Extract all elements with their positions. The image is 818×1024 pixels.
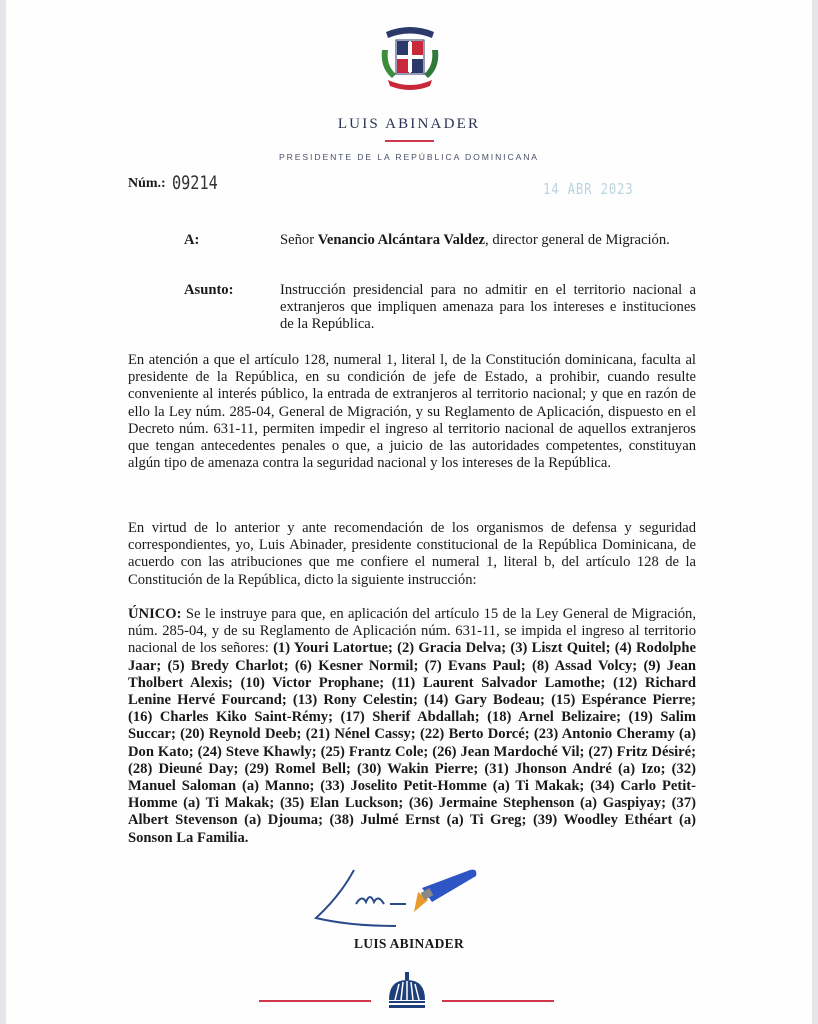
to-name: Venancio Alcántara Valdez: [317, 232, 486, 248]
to-label: A:: [184, 232, 200, 248]
persons-list: (1) Youri Latortue; (2) Gracia Delva; (3) Liszt Quitel; (4) Rodolphe Jaar; (5) Bredy Charlot; (6) Kesner Normil; (7) Evans Paul; (8) Assad Volcy; (9) Jean Tholbert Alexis; (10) Victor Prophane; (11) Laurent Salvador Lamothe; (12) Richard Lenine Hervé Fourcand; (13) Rony Celestin; (14) Gary Bodeau; (15) Espérance Pierre; (16) Charles Kiko Saint-Rémy; (17) Sherif Abdallah; (18) Arnel Belizaire; (19) Salim Succar; (20) Reynold Deeb; (21) Nénel Cassy; (22) Berto Dorcé; (23) Antonio Cheramy (a) Don Kato; (24) Steve Khawly; (25) Frantz Cole; (26) Jean Mardoché Vil; (27) Fritz Désiré; (28) Dieuné Day; (29) Romel Bell; (30) Wakin Pierre; (31) Jhonson André (a) Izo; (32) Manuel Saloman (a) Manno; (33) Joselito Petit-Homme (a) Ti Makak; (34) Carlo Petit-Homme (a) Ti Makak; (35) Elan Luckson; (36) Jermaine Stephenson (a) Gaspiyay; (37) Albert Stevenson (a) Djouma; (38) Julmé Ernst (a) Ti Greg; (39) Woodley Ethéart (a) Sonson La Familia.: [128, 640, 696, 846]
coat-of-arms-icon: [376, 22, 444, 92]
footer-divider-right: [442, 1000, 554, 1002]
to-prefix: Señor: [280, 232, 318, 248]
to-value: [280, 232, 696, 249]
unico-label: ÚNICO:: [128, 606, 182, 622]
letterhead-name: LUIS ABINADER: [337, 116, 481, 132]
signature-icon: [310, 866, 490, 946]
body-paragraph-1: En atención a que el artículo 128, numeral 1, literal l, de la Constitución dominicana, faculta al presidente de la República, en su condición de jefe de Estado, a prohibir, cuando resulte conveniente al interés público, la entrada de extranjeros al territorio nacional; y que en razón de ello la Ley núm. 285-04, General de Migración, y su Reglamento de Aplicación, dispuesto en el Decreto núm. 631-11, permiten impedir el ingreso al territorio nacional de aquellos extranjeros que tengan antecedentes penales o que, a juicio de las autoridades competentes, constituyan algún tipo de amenaza contra la seguridad nacional y los intereses de la República.: [128, 352, 696, 472]
unico-intro: Se le instruye para que, en aplicación del artículo 15 de la Ley General de Migración, núm. 285-04, y de su Reglamento de Aplicación núm. 631-11, se impida el ingreso al territorio nacional de los señores:: [128, 606, 696, 657]
reference-number-value: 09214: [172, 172, 218, 194]
subject-label: Asunto:: [184, 282, 234, 298]
instruction-paragraph: [128, 606, 696, 847]
subject-value: Instrucción presidencial para no admitir en el territorio nacional a extranjeros que impliquen amenaza para los intereses e instituciones de la República.: [280, 282, 696, 332]
body-paragraph-2: En virtud de lo anterior y ante recomendación de los organismos de defensa y seguridad correspondientes, yo, Luis Abinader, presidente constitucional de la República Dominicana, de acuerdo con las atribuciones que me confiere el numeral 1, literal b, del artículo 128 de la Constitución de la República, dicto la siguiente instrucción:: [128, 520, 696, 588]
date-stamp: 14 ABR 2023: [543, 180, 634, 198]
footer-divider-left: [259, 1000, 371, 1002]
letterhead-title: PRESIDENTE DE LA REPÚBLICA DOMINICANA: [279, 152, 539, 162]
signer-name: LUIS ABINADER: [353, 936, 465, 951]
palace-dome-icon: [385, 970, 429, 1010]
reference-number-label: Núm.:: [128, 176, 166, 191]
to-suffix: , director general de Migración.: [485, 232, 670, 248]
letterhead-divider: [385, 140, 434, 142]
